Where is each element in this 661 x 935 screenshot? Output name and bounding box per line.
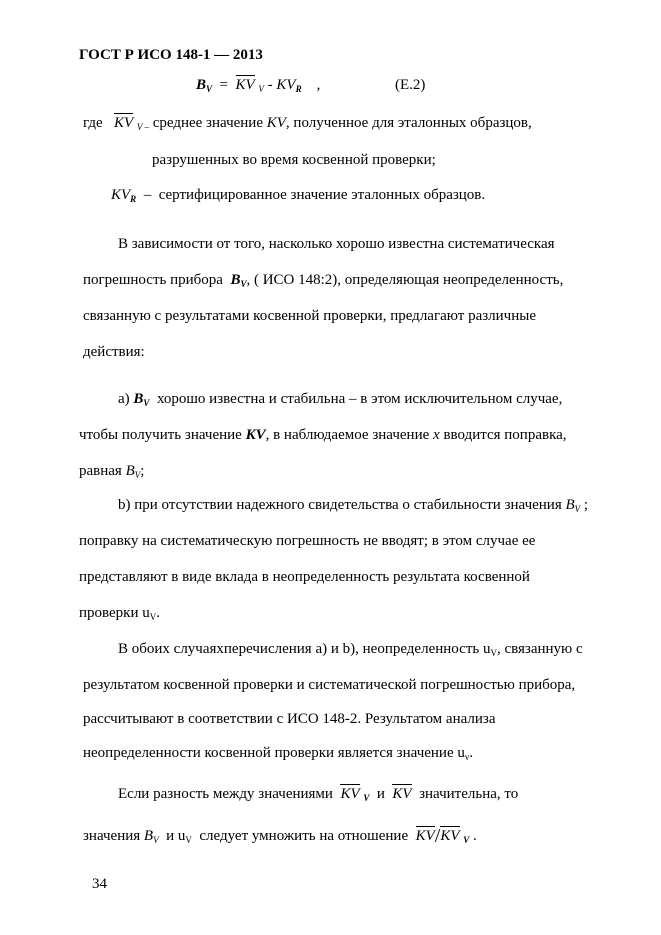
pd-ratio-slash: / [434, 825, 441, 847]
where-kv-sub: V – [136, 122, 149, 132]
item-a-x: x [433, 427, 440, 443]
p1-line-1: В зависимости от того, насколько хорошо известна систематическая [118, 236, 555, 252]
pd-and2: и u [166, 828, 186, 844]
item-a-line-2 [79, 428, 567, 443]
formula-number: (E.2) [395, 77, 426, 93]
pc-u-sub: V [490, 648, 497, 658]
item-a-line-3 [79, 464, 144, 479]
item-a-text-1: хорошо известна и стабильна – в этом исключительном случае, [156, 391, 563, 407]
formula-kvr-sub: R [295, 84, 302, 94]
item-a-bv2-sub: V [134, 470, 141, 480]
pd-kv1: KV [340, 786, 360, 802]
pd-text-2b: следует умножить на отношение [199, 828, 409, 844]
page-number: 34 [92, 876, 107, 892]
pc-line-2: результатом косвенной проверки и систематической погрешностью прибора, [83, 677, 576, 693]
pd-and: и [376, 786, 385, 802]
pc-line-1 [118, 642, 583, 657]
item-b-line-3: представляют в виде вклада в неопределенность результата косвенной [79, 569, 530, 585]
item-a-text-2c: вводится поправка, [443, 427, 567, 443]
pd-line-1 [118, 787, 518, 802]
pd-kv1-sub: V [363, 793, 370, 803]
item-a-text-2b: , в наблюдаемое значение [265, 427, 430, 443]
item-b-line-1 [118, 498, 588, 513]
p1-bv: B [230, 272, 241, 288]
where-kv-mean: KV [113, 115, 134, 131]
pd-kv2: KV [392, 786, 412, 802]
pd-text-1a: Если разность между значениями [118, 786, 333, 802]
formula-e2 [196, 78, 320, 93]
pd-text-1b: значительна, то [419, 786, 519, 802]
formula-kv-mean: KV [235, 77, 255, 93]
pd-ratio-den: KV [440, 828, 460, 844]
pd-bv-sub: V [153, 835, 159, 845]
where-kvr-sub: R [130, 194, 137, 204]
pd-text-2c: . [473, 828, 477, 844]
pd-text-2a: значения [83, 828, 141, 844]
item-a-bv: B [133, 391, 144, 407]
page-title: ГОСТ Р ИСО 148-1 — 2013 [79, 47, 263, 63]
pc-text-4b: . [469, 745, 474, 761]
item-a-bv-sub: V [143, 398, 150, 408]
item-a-text-3a: равная [79, 463, 122, 479]
item-b-bv-sub: V [574, 504, 581, 514]
item-b-line-4 [79, 606, 160, 621]
formula-bv: B [196, 77, 207, 93]
item-b-text-1b: ; [583, 497, 589, 513]
pc-u2-sub: v [464, 752, 470, 762]
item-b-u-sub: V [149, 612, 157, 622]
item-a-text-3b: ; [140, 463, 145, 479]
where-kvr: KV [111, 187, 131, 203]
where-dash: – [143, 187, 152, 203]
p1-line-4: действия: [83, 344, 145, 360]
where-line-2: разрушенных во время косвенной проверки; [152, 152, 436, 168]
item-b-text-4b: . [156, 605, 160, 621]
pd-bv: B [143, 828, 154, 844]
where-lead: где [83, 115, 103, 131]
p1-bv-sub: V [240, 279, 247, 289]
formula-eq: = [219, 77, 228, 93]
pc-line-4 [83, 746, 473, 761]
pc-text-1a: В обоих случаяхперечисления a) и b), неопределенность u [118, 641, 491, 657]
p1-line-2 [83, 273, 563, 288]
formula-kv-sub: V [258, 84, 264, 94]
formula-kvr: - KV [267, 77, 296, 93]
where-text-3: сертифицированное значение эталонных образцов. [158, 187, 486, 203]
item-b-text-4a: проверки u [79, 605, 150, 621]
where-line-3 [111, 188, 485, 203]
item-a-line-1 [118, 392, 562, 407]
item-b-text-1a: b) при отсутствии надежного свидетельства о стабильности значения [118, 497, 562, 513]
where-text-1b: , полученное для эталонных образцов, [285, 115, 532, 131]
pd-ratio-num: KV [415, 828, 435, 844]
item-a-kv: KV [245, 427, 266, 443]
where-text-1a: среднее значение [152, 115, 263, 131]
formula-comma: , [316, 77, 321, 93]
pd-u-sub: V [185, 835, 192, 845]
formula-bv-sub: V [206, 84, 213, 94]
where-kv-plain: KV [266, 115, 286, 131]
where-line-1 [83, 116, 532, 131]
pd-line-2 [83, 826, 477, 846]
p1-line-3: связанную с результатами косвенной проверки, предлагают различные [83, 308, 536, 324]
pd-ratio-sub: V [463, 835, 470, 845]
pc-line-3: рассчитывают в соответствии с ИСО 148-2. Результатом анализа [83, 711, 496, 727]
item-a-bv2: B [125, 463, 135, 479]
item-a-text-2a: чтобы получить значение [79, 427, 242, 443]
pc-text-1b: , связанную с [496, 641, 583, 657]
p1-text-a: погрешность прибора [83, 272, 223, 288]
p1-text-b: , ( ИСО 148:2), определяющая неопределенность, [246, 272, 564, 288]
pc-text-4a: неопределенности косвенной проверки является значение u [83, 745, 465, 761]
item-b-bv: B [565, 497, 575, 513]
item-a-lead: a) [118, 391, 130, 407]
item-b-line-2: поправку на систематическую погрешность не вводят; в этом случае ее [79, 533, 536, 549]
